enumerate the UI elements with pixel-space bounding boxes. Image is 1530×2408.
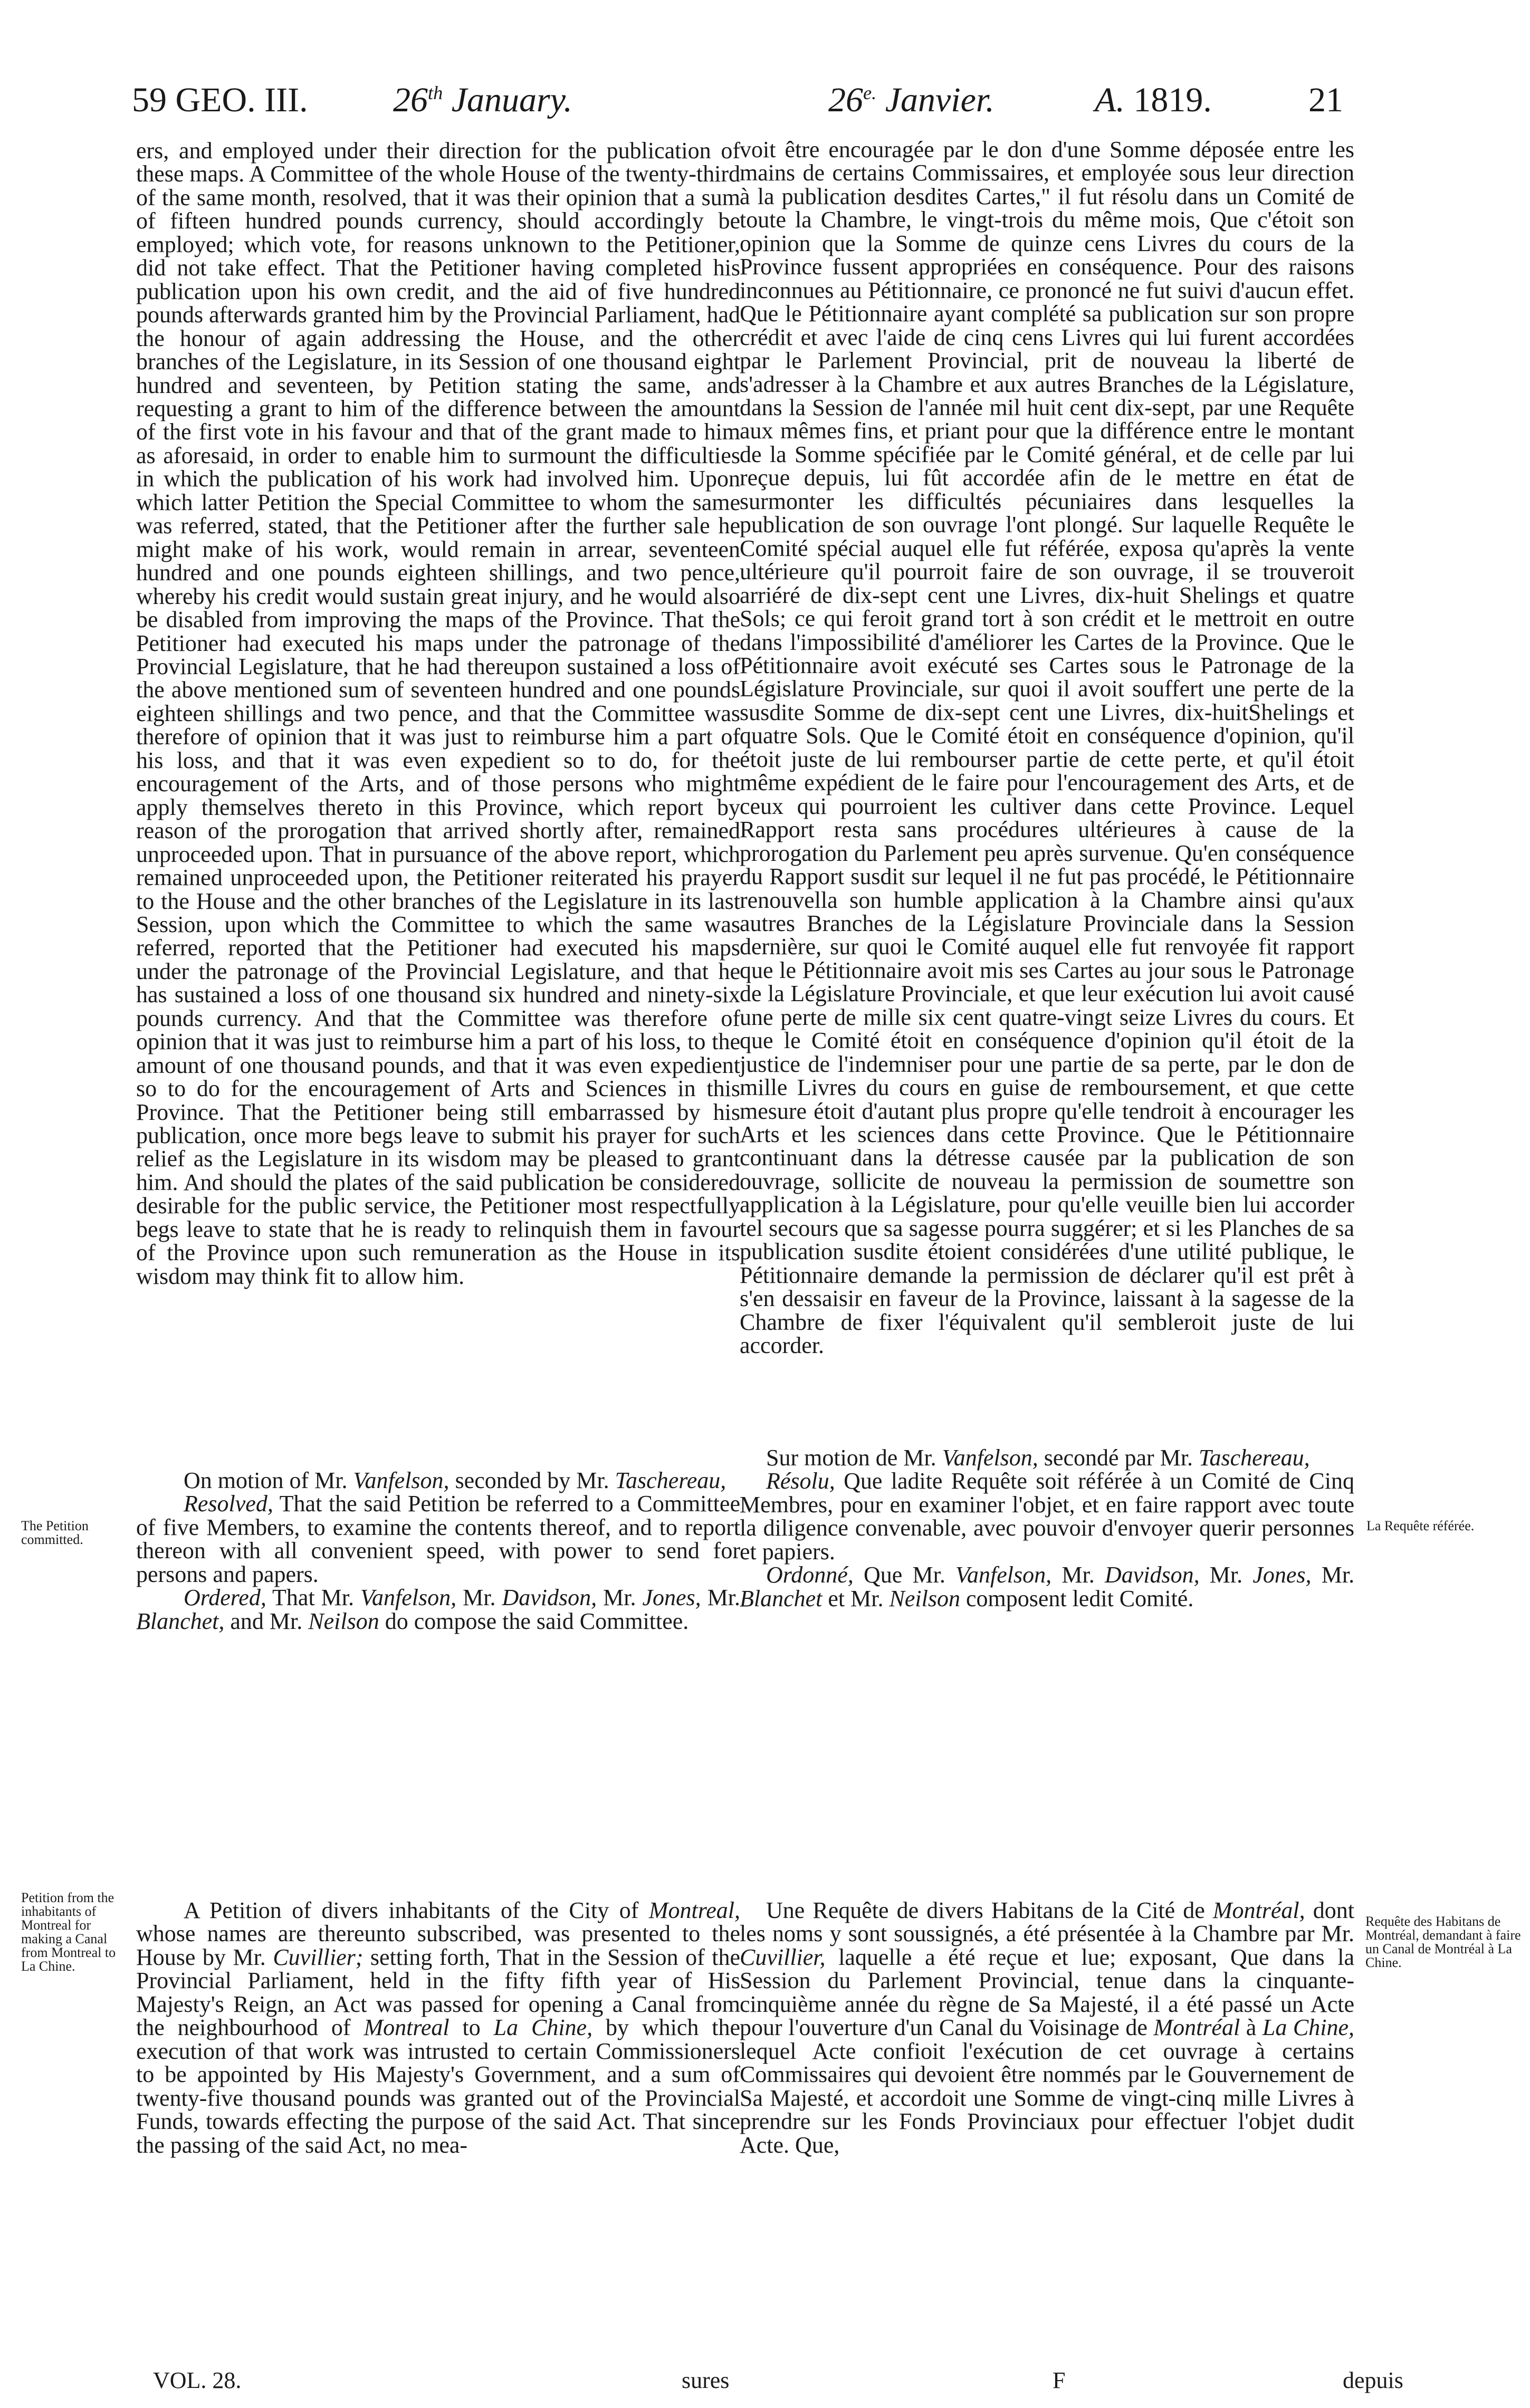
french-ordered-text-6: composent ledit Comité.	[965, 1585, 1194, 1611]
english-ordered-member-2: Davidson,	[502, 1585, 597, 1611]
english-ordered-member-1: Vanfelson,	[360, 1585, 457, 1611]
english-body-text: ers, and employed under their direction for the publication of these maps. A Committee of the whole House of the twenty-third of the same month, resolved, that it was their opinion that a sum of fifteen hundred pounds currency, should accordingly be employed; which vote, for reasons unknown to the Petitioner, did not take effect. That the Petitioner having completed his publication upon his own credit, and the aid of five hundred pounds afterwards granted him by the Provincial Parliament, had the honour of again addressing the House, and the other branches of the Legislature, in its Session of one thousand eight hundred and seventeen, by Petition stating the same, and requesting a grant to him of the difference between the amount of the first vote in his favour and that of the grant made to him as aforesaid, in order to enable him to surmount the difficulties in which the publication of his work had involved him. Upon which latter Petition the Special Committee to whom the same was referred, stated, that the Petitioner after the further sale he might make of his work, would remain in arrear, seventeen hundred and one pounds eighteen shillings, and two pence, whereby his credit would sustain great injury, and he would also be disabled from improving the maps of the Province. That the Petitioner had executed his maps under the patronage of the Provincial Legislature, that he had thereupon sustained a loss of the above mentioned sum of seventeen hundred and one pounds eighteen shillings and two pence, and that the Committee was therefore of opinion that it was just to reimburse him a part of his loss, and that it was even expedient so to do, for the encouragement of the Arts, and of those persons who might apply themselves thereto in this Province, which report by reason of the prorogation that arrived shortly after, remained unproceeded upon. That in pursuance of the above report, which remained unproceeded upon, the Petitioner reiterated his prayer to the House and the other branches of the Legislature in its last Session, upon which the Committee to which the same was referred, reported that the Petitioner had executed his maps under the patronage of the Provincial Legislature, and that he has sustained a loss of one thousand six hundred and ninety-six pounds currency. And that the Committee was therefore of opinion that it was just to reimburse him a part of his loss, to the amount of one thousand pounds, and that it was even expedient so to do for the encouragement of Arts and Sciences in this Province. That the Petitioner being still embarrassed by his publication, once more begs leave to submit his prayer for such relief as the Legislature in its wisdom may be pleased to grant him. And should the plates of the said publication be considered desirable for the public service, the Petitioner most respectfully begs leave to state that he is ready to relinquish them in favour of the Province upon such remuneration as the House in its wisdom may think fit to allow him.	[136, 138, 741, 1289]
english-ordered-text-6: do compose the said Committee.	[385, 1608, 689, 1634]
french-ordered-member-2: Davidson,	[1104, 1562, 1200, 1588]
english-ordered-text-2: Mr.	[463, 1585, 496, 1611]
signature-mark: F	[1053, 2367, 1066, 2393]
french-motion-text-1: Sur motion de Mr.	[766, 1445, 936, 1471]
english-petition-text-1: A Petition of divers inhabitants of the City of	[184, 1897, 639, 1923]
french-ordered-text-2: Mr.	[1062, 1562, 1095, 1588]
french-ordered	[740, 1563, 1354, 1610]
english-petition-from: Montreal	[364, 2014, 450, 2041]
english-ordered-text-4: Mr.	[707, 1585, 741, 1611]
english-motion-text-1: On motion of Mr.	[184, 1467, 348, 1493]
french-ordered-text-5: et Mr.	[828, 1585, 884, 1611]
french-resolved-label: Résolu,	[766, 1468, 835, 1494]
english-resolved-label: Resolved,	[184, 1491, 273, 1517]
english-ordered-text-3: Mr.	[603, 1585, 636, 1611]
margin-note-petition-committed: The Petition committed.	[21, 1518, 89, 1547]
date-french-month: Janvier.	[885, 81, 995, 119]
margin-note-requete-referee: La Requête référée.	[1366, 1518, 1475, 1533]
french-motion-section	[740, 1446, 1354, 1610]
french-resolved-text: Que ladite Requête soit référée à un Comité de Cinq Membres, pour en examiner l'objet, et en faire rapport avec toute la diligence convenable, avec pouvoir d'envoyer querir personnes et papiers.	[740, 1468, 1355, 1565]
french-column-body	[740, 138, 1354, 1358]
english-petition-text-3: setting forth, That in the Session of the Provincial Parliament, held in the fifty fifth year of His Majesty's Reign, an Act was passed for opening a Canal from the neighbourhood of	[136, 1944, 741, 2041]
date-french-day: 26	[828, 81, 863, 119]
catchword-french: depuis	[1343, 2367, 1403, 2393]
english-motion-line	[136, 1469, 740, 1492]
margin-note-canal-petition: Petition from the inhabitants of Montreal for making a Canal from Montreal to La Chine.	[21, 1890, 116, 1974]
french-motion-mover: Vanfelson,	[942, 1445, 1038, 1471]
french-petition-to: La Chine,	[1262, 2014, 1355, 2041]
date-english	[393, 79, 572, 121]
english-ordered-label: Ordered,	[184, 1585, 266, 1611]
date-french	[828, 79, 995, 121]
french-body-text: voit être encouragée par le don d'une Somme déposée entre les mains de certains Commissaires, et employée sous leur direction à la publication desdites Cartes," il fut résolu dans un Comité de toute la Chambre, le vingt-trois du même mois, Que c'étoit son opinion que la Somme de quinze cens Livres du cours de la Province fussent appropriées en conséquence. Pour des raisons inconnues au Pétitionnaire, ce prononcé ne fut suivi d'aucun effet. Que le Pétitionnaire ayant complété sa publication sur son propre crédit et avec l'aide de cinq cens Livres qui lui furent accordées par le Parlement Provincial, prit de nouveau la liberté de s'adresser à la Chambre et aux autres Branches de la Législature, dans la Session de l'année mil huit cent dix-sept, par une Requête aux mêmes fins, et priant pour que la différence entre le montant de la Somme spécifiée par le Comité général, et de celle par lui reçue depuis, lui fût accordée afin de le mettre en état de surmonter les difficultés pécuniaires dans lesquelles la publication de son ouvrage l'ont plongé. Sur laquelle Requête le Comité spécial auquel elle fut référée, exposa qu'après la vente ultérieure qu'il pourroit faire de son ouvrage, il se trouveroit arriéré de dix-sept cent une Livres, dix-huit Shelings et quatre Sols; ce qui feroit grand tort à son crédit et le mettroit en outre dans l'impossibilité d'améliorer les Cartes de la Province. Que le Pétitionnaire avoit exécuté ses Cartes sous le Patronage de la Législature Provinciale, sur quoi il avoit souffert une perte de la susdite Somme de dix-sept cent une Livres, dix-huitShelings et quatre Sols. Que le Comité étoit en conséquence d'opinion, qu'il étoit juste de lui rembourser partie de cette perte, et qu'il étoit même expédient de le faire pour l'encouragement des Arts, et de ceux qui pourroient les cultiver dans cette Province. Lequel Rapport resta sans procédures ultérieures à cause de la prorogation du Parlement peu après survenue. Qu'en conséquence du Rapport susdit sur lequel il ne fut pas procédé, le Pétitionnaire renouvella son humble application à la Chambre ainsi qu'aux autres Branches de la Législature Provinciale dans la Session dernière, sur quoi le Comité auquel elle fut renvoyée fit rapport que le Pétitionnaire avoit mis ses Cartes au jour sous le Patronage de la Législature Provinciale, et que leur exécution lui avoit causé une perte de mille six cent quatre-vingt seize Livres du cours. Et que le Comité étoit en conséquence d'opinion qu'il étoit de la justice de l'indemniser pour une partie de sa perte, par le don de mille Livres du cours en guise de remboursement, et que cette mesure étoit d'autant plus propre qu'elle tendroit à encourager les Arts et les sciences dans cette Province. Que le Pétitionnaire continuant dans la détresse causée par la publication de son ouvrage, sollicite de nouveau la permission de soumettre son application à la Législature, pour qu'elle veuille bien lui accorder tel secours que sa sagesse pourra suggérer; et si les Planches de sa publication susdite étoient considérées d'une utilité publique, le Pétitionnaire demande la permission de déclarer qu'il est prêt à s'en dessaisir en faveur de la Province, laissant à la sagesse de la Chambre de fixer l'équivalent qu'il sembleroit juste de lui accorder.	[740, 137, 1354, 1359]
french-ordered-text-4: Mr.	[1321, 1562, 1355, 1588]
english-petition-member: Cuvillier;	[273, 1944, 364, 1970]
date-french-suffix: e.	[863, 82, 877, 103]
french-motion-text-2: secondé par Mr.	[1044, 1445, 1193, 1471]
regnal-year: 59 GEO. III.	[132, 81, 308, 119]
english-resolved	[136, 1492, 740, 1586]
volume-footer: VOL. 28.	[153, 2367, 242, 2393]
french-ordered-member-1: Vanfelson,	[955, 1562, 1052, 1588]
english-motion-section	[136, 1469, 740, 1633]
french-ordered-text-3: Mr.	[1209, 1562, 1243, 1588]
french-ordered-member-4: Blanchet	[740, 1585, 823, 1611]
english-motion-seconder: Taschereau,	[615, 1467, 726, 1493]
english-ordered-member-3: Jones,	[642, 1585, 701, 1611]
french-ordered-label: Ordonné,	[766, 1562, 854, 1588]
french-petition-to-word: à	[1246, 2014, 1257, 2041]
french-petition-text-4: lequel Acte confioit l'exécution de cet ouvrage à certains Commissaires qui devoient être nommés par le Gouvernement de Sa Majesté, et accordoit une Somme de vingt-cinq mille Livres à prendre sur les Fonds Provinciaux pour effectuer l'objet dudit Acte. Que,	[740, 2038, 1354, 2158]
english-petition-text-4: by which the execution of that work was intrusted to certain Commissioners to be appointed by His Majesty's Government, and a sum of twenty-five thousand pounds was granted out of the Provincial Funds, towards effecting the purpose of the said Act. That since the passing of the said Act, no mea-	[136, 2014, 741, 2158]
english-motion-mover: Vanfelson,	[353, 1467, 450, 1493]
year-value: 1819.	[1133, 81, 1212, 119]
french-ordered-text-1: Que Mr.	[864, 1562, 945, 1588]
english-ordered-text-1: That Mr.	[272, 1585, 355, 1611]
french-petition-section	[740, 1899, 1354, 2157]
date-english-day: 26	[393, 81, 428, 119]
french-petition-text-2: dont les noms y sont soussignés, a été présentée à la Chambre par Mr.	[740, 1897, 1354, 1947]
french-petition-paragraph	[740, 1899, 1354, 2157]
date-english-suffix: th	[428, 82, 443, 103]
english-ordered-text-5: and Mr.	[230, 1608, 303, 1634]
year-prefix: A.	[1095, 81, 1125, 119]
french-resolved	[740, 1470, 1354, 1563]
english-ordered-member-5: Neilson	[308, 1608, 379, 1634]
english-petition-city: Montreal,	[648, 1897, 740, 1923]
french-ordered-member-5: Neilson	[889, 1585, 960, 1611]
french-ordered-member-3: Jones,	[1252, 1562, 1312, 1588]
english-petition-paragraph	[136, 1899, 740, 2157]
english-ordered-member-4: Blanchet,	[136, 1608, 225, 1634]
english-petition-to-word: to	[462, 2014, 481, 2041]
english-ordered	[136, 1586, 740, 1633]
french-petition-member: Cuvillier,	[740, 1944, 826, 1970]
english-resolved-text: That the said Petition be referred to a Committee of five Members, to examine the contents thereof, and to report thereon with all convenient speed, with power to send for persons and papers.	[136, 1491, 740, 1587]
margin-note-requete-canal: Requête des Habitans de Montréal, demandant à faire un Canal de Montréal à La Chine.	[1365, 1914, 1521, 1970]
page-number: 21	[1308, 81, 1343, 119]
french-motion-seconder: Taschereau,	[1199, 1445, 1310, 1471]
english-petition-section	[136, 1899, 740, 2157]
french-petition-text-3: laquelle a été reçue et lue; exposant, Que dans la Session du Parlement Provincial, tenue dans la cinquante-cinquième année du règne de Sa Majesté, il a été passé un Acte pour l'ouverture d'un Canal du Voisinage de	[740, 1944, 1355, 2041]
french-petition-text-1: Une Requête de divers Habitans de la Cité de	[766, 1897, 1205, 1923]
date-english-month: January.	[451, 81, 572, 119]
english-motion-text-2: seconded by Mr.	[455, 1467, 609, 1493]
french-petition-city: Montréal,	[1212, 1897, 1305, 1923]
english-petition-text-2: whose names are thereunto subscribed, was presented to the House by Mr.	[136, 1921, 740, 1970]
english-column-body	[136, 139, 740, 1288]
french-motion-line	[740, 1446, 1354, 1470]
english-petition-to: La Chine,	[493, 2014, 593, 2041]
french-petition-from: Montréal	[1153, 2014, 1240, 2041]
year-label	[1095, 79, 1212, 121]
catchword-english: sures	[682, 2367, 730, 2393]
